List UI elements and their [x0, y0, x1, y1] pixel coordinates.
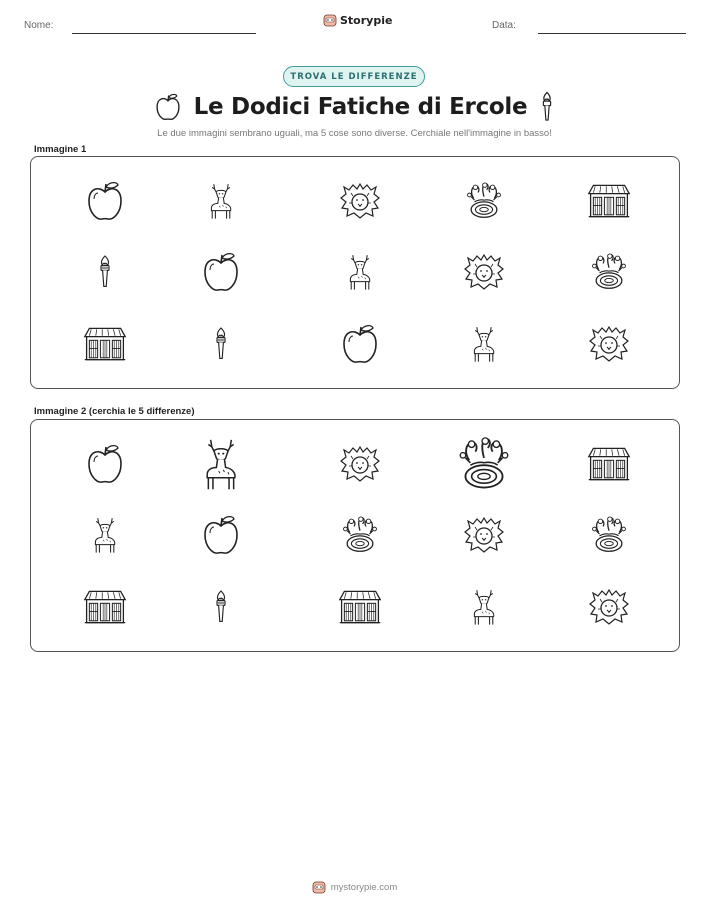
lion-pelt-icon[interactable] — [587, 587, 631, 627]
page-title: Le Dodici Fatiche di Ercole — [193, 94, 528, 120]
apple-icon — [154, 92, 182, 122]
activity-badge: TROVA LE DIFFERENZE — [283, 66, 425, 87]
lion-pelt-icon — [462, 252, 506, 292]
stable-icon — [82, 325, 128, 363]
instructions: Le due immagini sembrano uguali, ma 5 cose sono diverse. Cerchiale nell'immagine in basso! — [157, 128, 552, 139]
hydra-icon[interactable] — [591, 513, 627, 557]
apple-icon[interactable] — [201, 513, 241, 557]
deer-icon — [205, 177, 237, 225]
storypie-mascot-icon — [323, 13, 337, 27]
apple-icon — [340, 322, 380, 366]
apple-icon — [201, 250, 241, 294]
stable-icon[interactable] — [337, 588, 383, 626]
brand-name: Storypie — [340, 13, 393, 27]
name-line[interactable] — [72, 33, 256, 34]
deer-icon[interactable] — [468, 583, 500, 631]
apple-icon[interactable] — [85, 442, 125, 486]
deer-icon[interactable] — [89, 511, 121, 559]
image2-panel[interactable] — [30, 419, 680, 652]
hydra-icon[interactable] — [458, 432, 510, 496]
name-label: Nome: — [24, 20, 54, 31]
stable-icon — [586, 182, 632, 220]
hydra-icon — [466, 179, 502, 223]
lion-pelt-icon[interactable] — [462, 515, 506, 555]
title-row — [0, 90, 709, 124]
torch-icon — [539, 91, 555, 123]
storypie-mascot-icon — [312, 880, 326, 894]
deer-icon — [468, 320, 500, 368]
lion-pelt-icon[interactable] — [338, 444, 382, 484]
footer-url: mystorypie.com — [330, 881, 398, 893]
brand-logo — [323, 13, 392, 27]
apple-icon — [85, 179, 125, 223]
deer-icon[interactable] — [198, 429, 244, 499]
image1-panel — [30, 156, 680, 389]
stable-icon[interactable] — [586, 445, 632, 483]
date-line[interactable] — [538, 33, 686, 34]
lion-pelt-icon — [587, 324, 631, 364]
date-label: Data: — [492, 20, 516, 31]
hydra-icon — [591, 250, 627, 294]
torch-icon[interactable] — [213, 585, 229, 629]
torch-icon — [97, 250, 113, 294]
image1-label: Immagine 1 — [34, 144, 87, 155]
hydra-icon[interactable] — [342, 513, 378, 557]
lion-pelt-icon — [338, 181, 382, 221]
image2-label: Immagine 2 (cerchia le 5 differenze) — [34, 406, 195, 417]
torch-icon — [213, 322, 229, 366]
footer — [0, 880, 709, 894]
stable-icon[interactable] — [82, 588, 128, 626]
deer-icon — [344, 248, 376, 296]
